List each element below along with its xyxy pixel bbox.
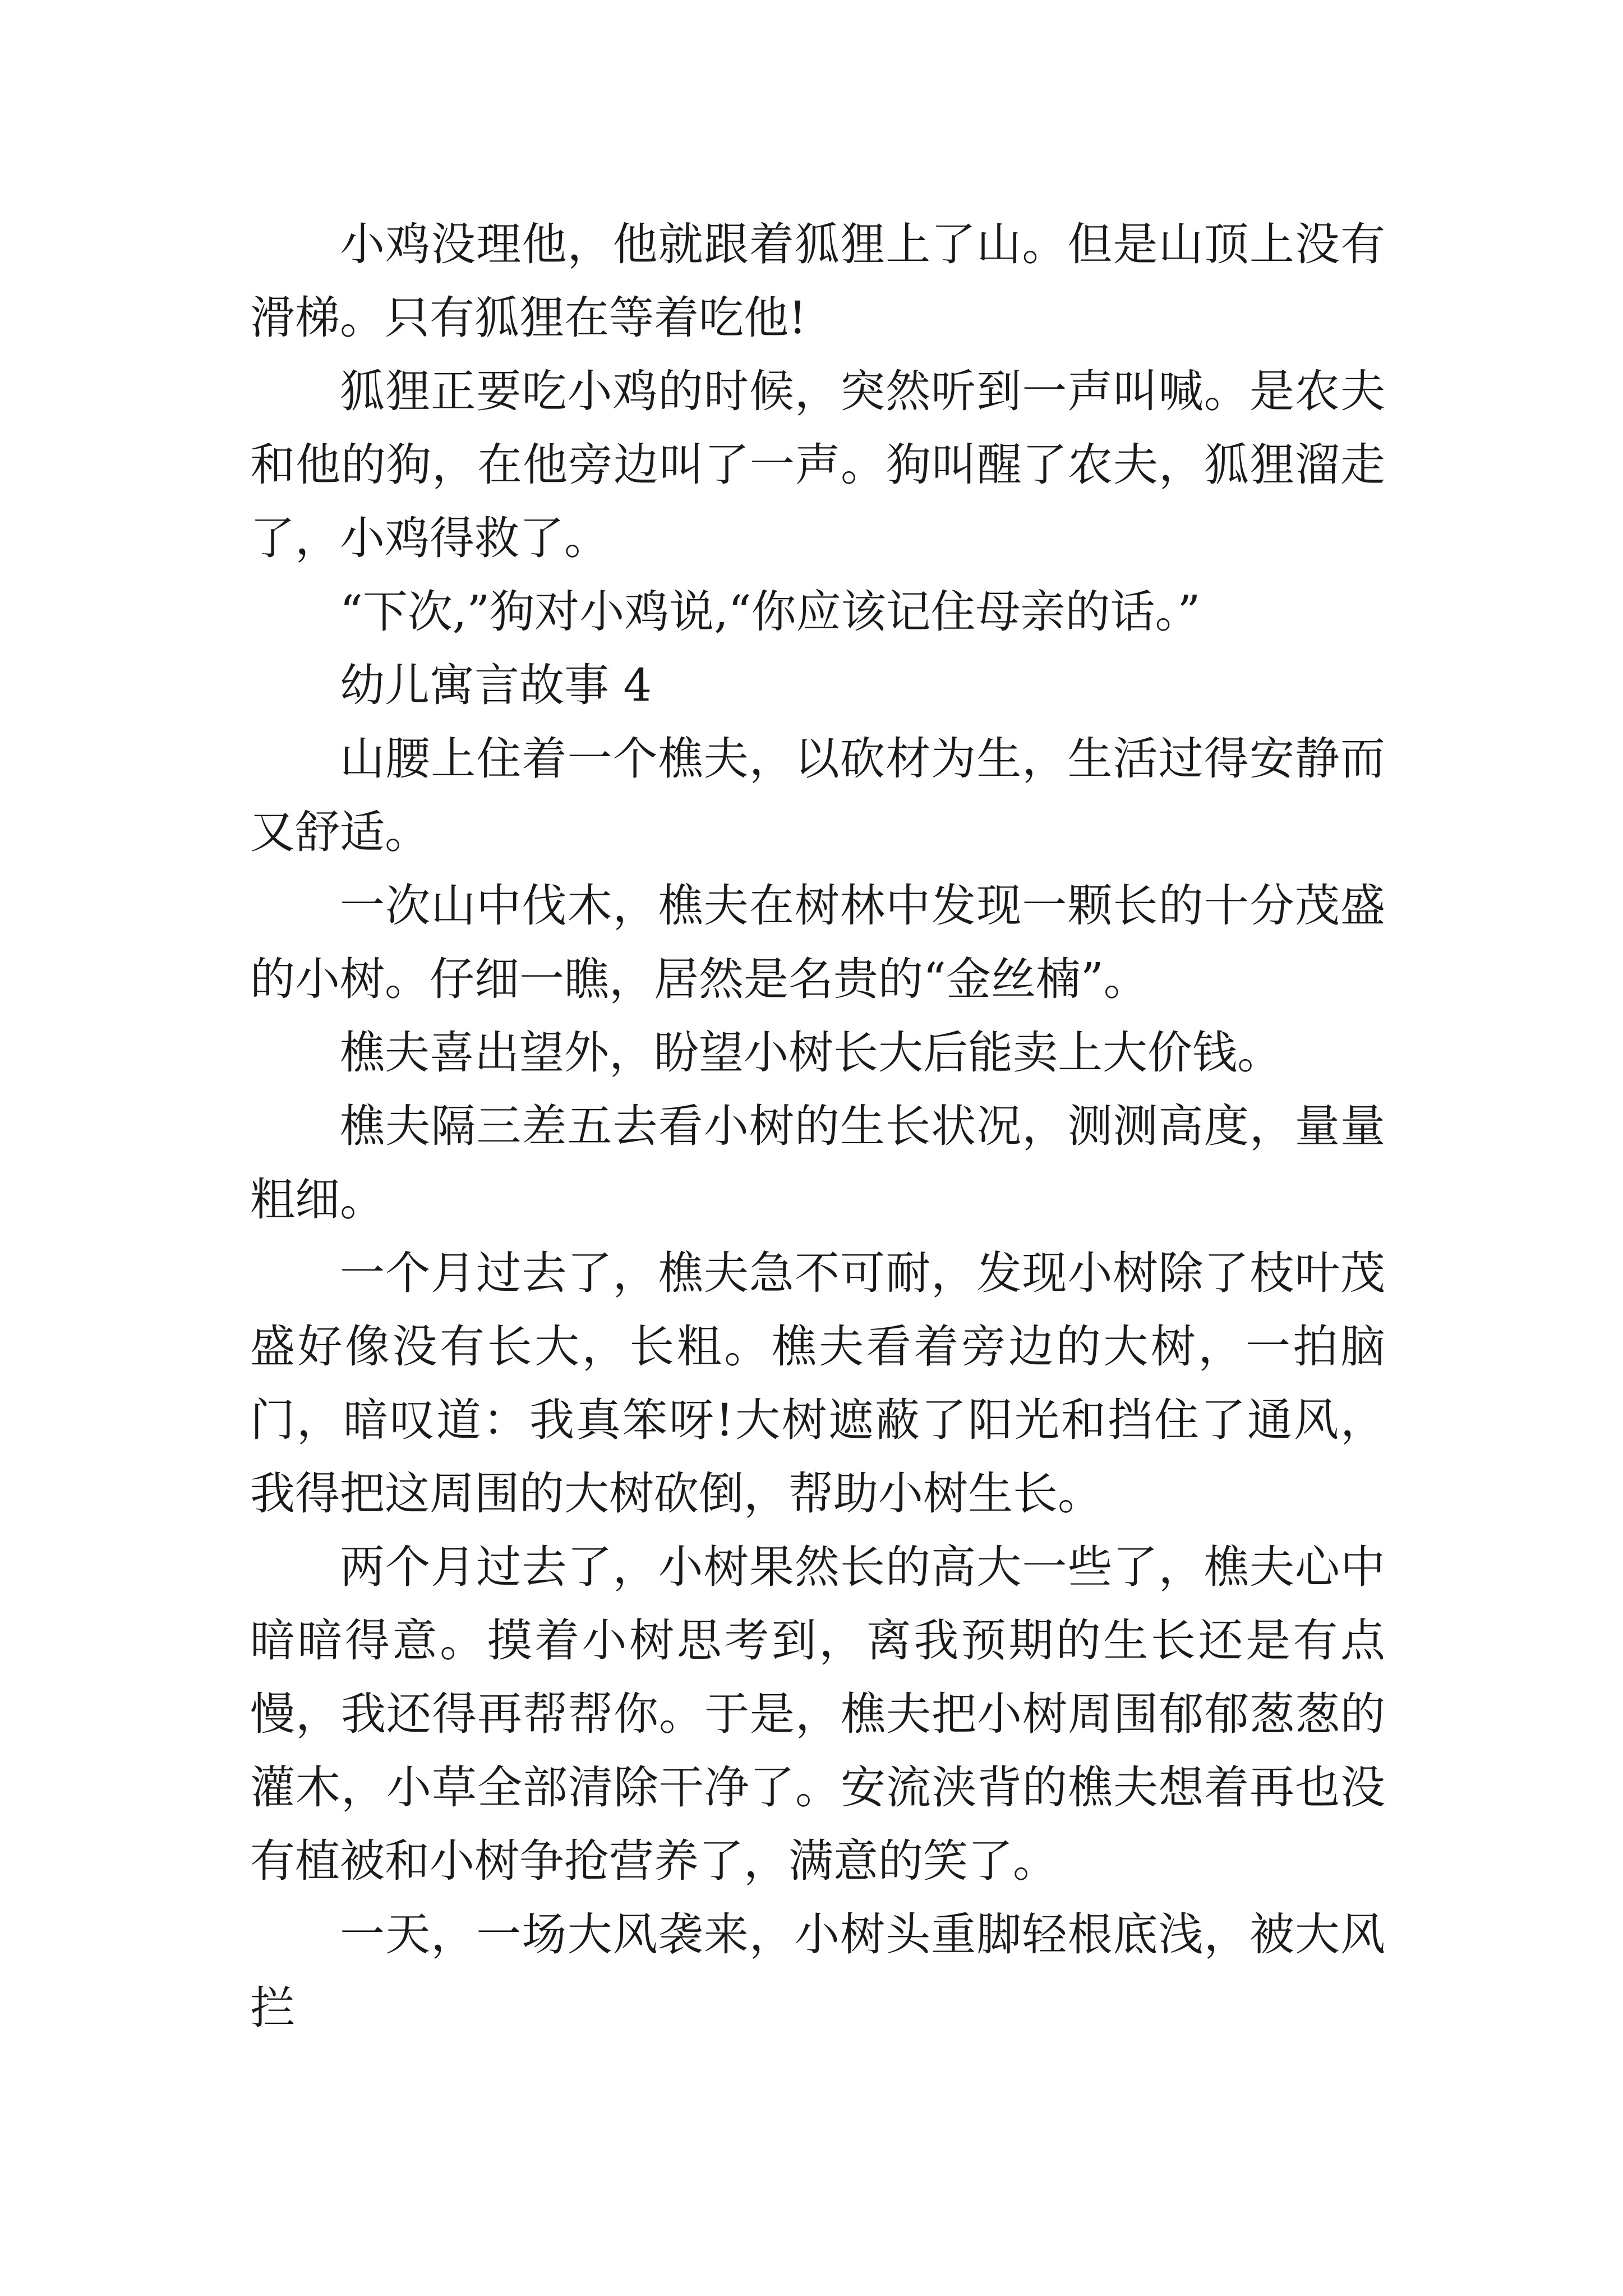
paragraph-hopes: 樵夫喜出望外，盼望小树长大后能卖上大价钱。: [340, 1027, 1282, 1079]
document-page: [250, 208, 1385, 2045]
paragraph-first-month: 一个月过去了，樵夫急不可耐，发现小树除了枝叶茂盛好像没有长大，长粗。樵夫看着旁边的大树，一拍脑门，暗叹道：我真笨呀!大树遮蔽了阳光和挡住了通风，我得把这周围的大树砍倒，帮助小树生长。: [250, 1247, 1385, 1520]
paragraph-chick-follows-fox: 小鸡没理他，他就跟着狐狸上了山。但是山顶上没有滑梯。只有狐狸在等着吃他!: [250, 218, 1385, 344]
paragraph-storm: 一天，一场大风袭来，小树头重脚轻根底浅，被大风拦: [250, 1908, 1385, 2034]
paragraph-dog-advice: “下次,”狗对小鸡说,“你应该记住母亲的话。”: [340, 586, 1201, 638]
paragraph-finds-tree: 一次山中伐木，樵夫在树林中发现一颗长的十分茂盛的小树。仔细一瞧，居然是名贵的“金丝楠”。: [250, 880, 1385, 1005]
paragraph-second-month: 两个月过去了，小树果然长的高大一些了，樵夫心中暗暗得意。摸着小树思考到，离我预期的生长还是有点慢，我还得再帮帮你。于是，樵夫把小树周围郁郁葱葱的灌木，小草全部清除干净了。安流浃背的樵夫想着再也没有植被和小树争抢营养了，满意的笑了。: [250, 1541, 1385, 1887]
paragraph-woodcutter-intro: 山腰上住着一个樵夫，以砍材为生，生活过得安静而又舒适。: [250, 733, 1385, 858]
paragraph-measures: 樵夫隔三差五去看小树的生长状况，测测高度，量量粗细。: [250, 1100, 1385, 1226]
paragraph-farmer-rescue: 狐狸正要吃小鸡的时候，突然听到一声叫喊。是农夫和他的狗，在他旁边叫了一声。狗叫醒了农夫，狐狸溜走了，小鸡得救了。: [250, 365, 1385, 564]
story-heading: 幼儿寓言故事 4: [340, 659, 652, 711]
